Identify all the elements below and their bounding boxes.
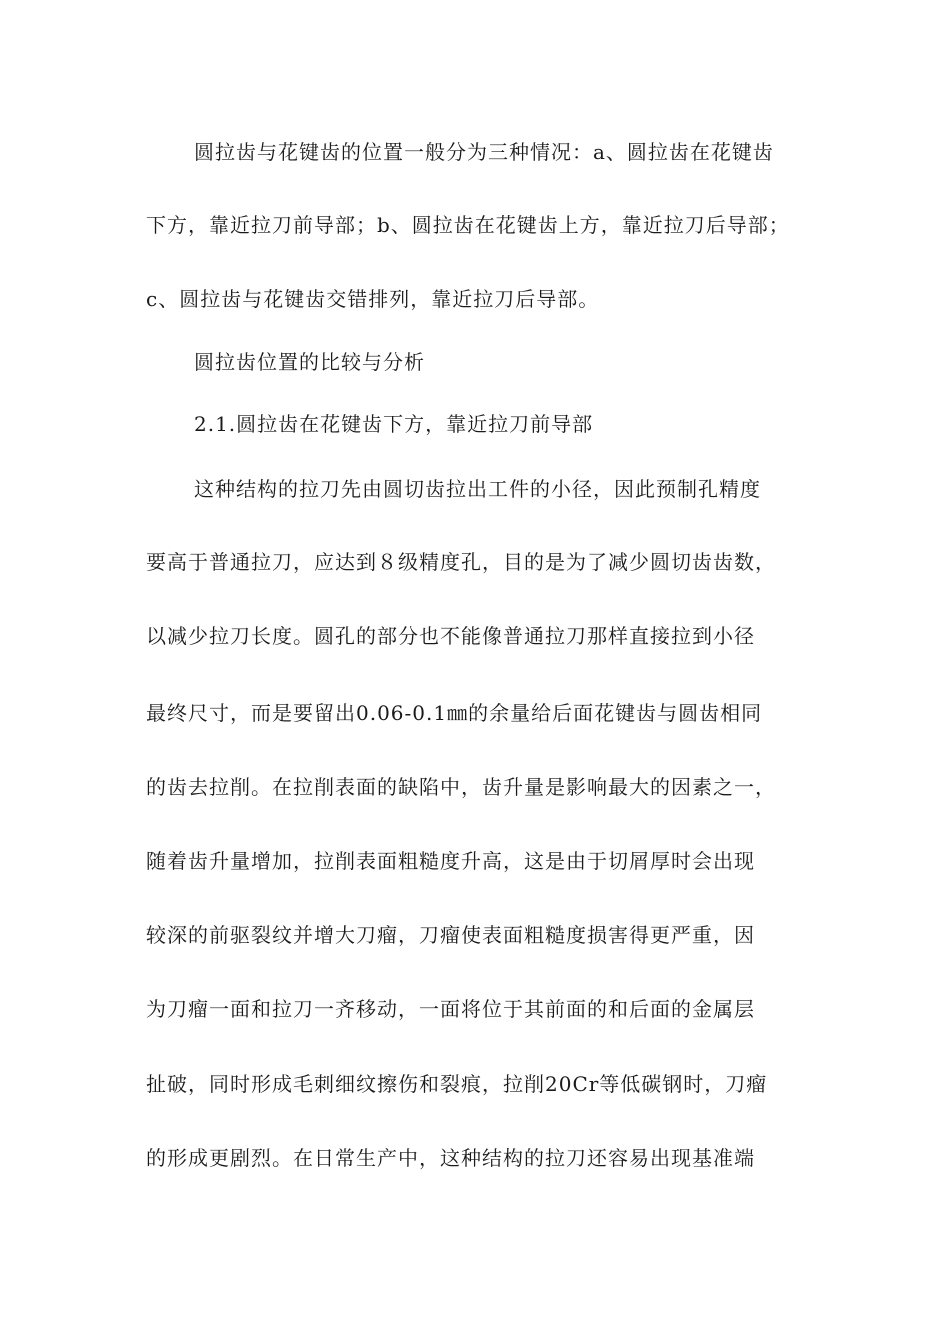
- paragraph-1-line-2: 下方，靠近拉刀前导部；b、圆拉齿在花键齿上方，靠近拉刀后导部；: [146, 213, 790, 237]
- paragraph-1-line-1: 圆拉齿与花键齿的位置一般分为三种情况：a、圆拉齿在花键齿: [194, 140, 774, 164]
- subsection-heading: 2.1.圆拉齿在花键齿下方，靠近拉刀前导部: [194, 412, 594, 436]
- body-line-4: 最终尺寸，而是要留出0.06-0.1㎜的余量给后面花键齿与圆齿相同: [146, 701, 763, 725]
- body-line-8: 为刀瘤一面和拉刀一齐移动，一面将位于其前面的和后面的金属层: [146, 997, 755, 1021]
- body-line-2: 要高于普通拉刀，应达到８级精度孔，目的是为了减少圆切齿齿数，: [146, 550, 776, 574]
- body-line-10: 的形成更剧烈。在日常生产中，这种结构的拉刀还容易出现基准端: [146, 1146, 755, 1170]
- section-heading: 圆拉齿位置的比较与分析: [194, 350, 425, 374]
- body-line-1: 这种结构的拉刀先由圆切齿拉出工件的小径，因此预制孔精度: [194, 477, 761, 501]
- body-line-7: 较深的前驱裂纹并增大刀瘤，刀瘤使表面粗糙度损害得更严重，因: [146, 923, 755, 947]
- body-line-3: 以减少拉刀长度。圆孔的部分也不能像普通拉刀那样直接拉到小径: [146, 624, 755, 648]
- body-line-9: 扯破，同时形成毛刺细纹擦伤和裂痕，拉削20Cr等低碳钢时，刀瘤: [146, 1072, 768, 1096]
- body-line-6: 随着齿升量增加，拉削表面粗糙度升高，这是由于切屑厚时会出现: [146, 849, 755, 873]
- paragraph-1-line-3: c、圆拉齿与花键齿交错排列，靠近拉刀后导部。: [146, 287, 600, 311]
- body-line-5: 的齿去拉削。在拉削表面的缺陷中，齿升量是影响最大的因素之一，: [146, 775, 776, 799]
